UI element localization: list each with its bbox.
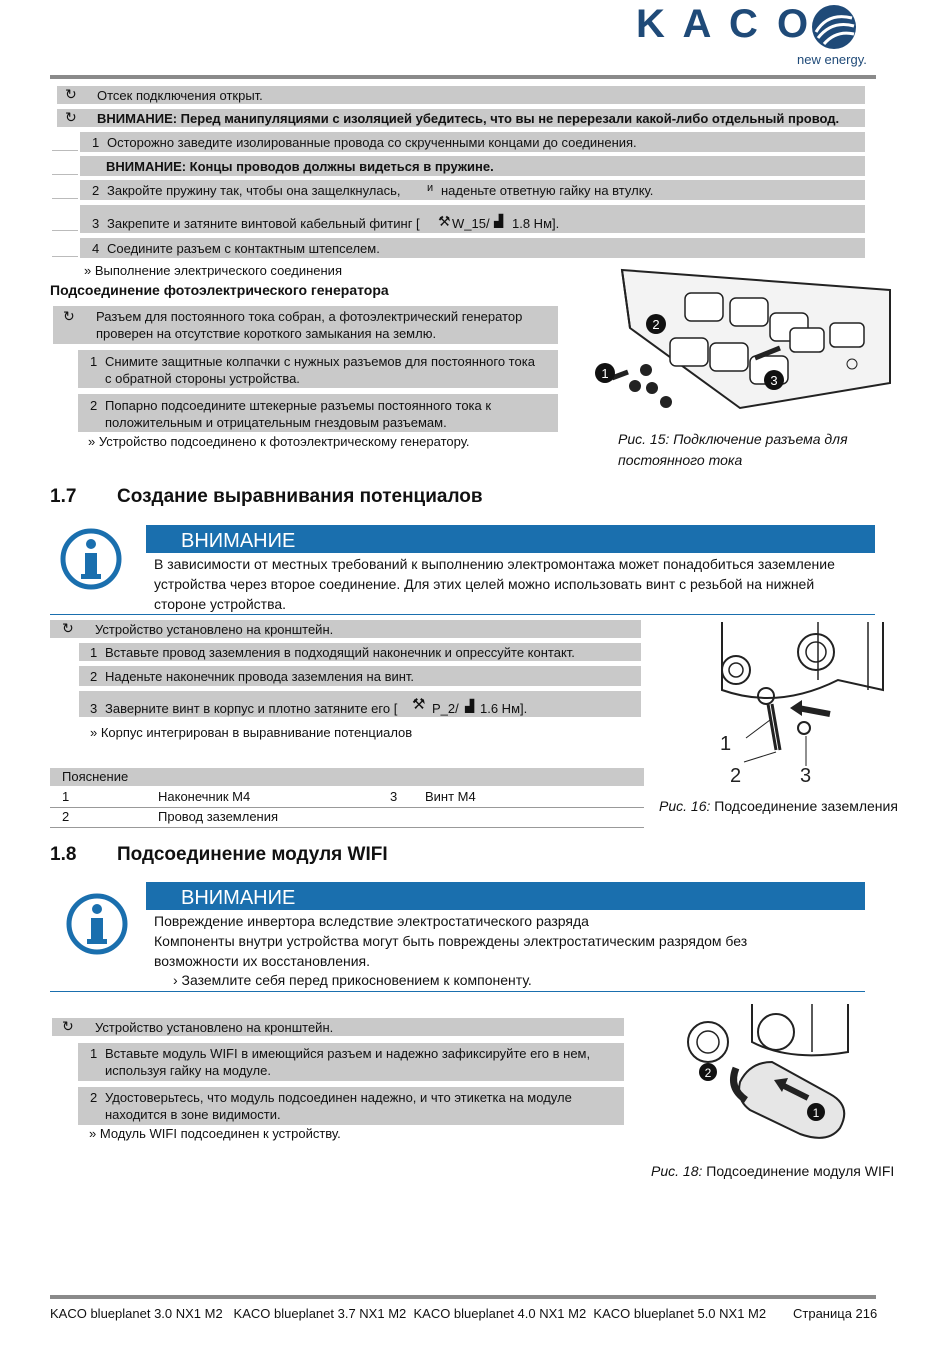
note-title: ВНИМАНИЕ <box>181 887 296 909</box>
header-rule <box>50 75 876 79</box>
divider <box>52 256 78 257</box>
torque-icon: ▟ <box>494 214 504 228</box>
figure-caption-prefix: Рис. 16: <box>659 798 711 814</box>
step-row <box>80 205 865 233</box>
figure-caption-prefix: Рис. 18: <box>651 1163 703 1179</box>
step-text: ВНИМАНИЕ: Концы проводов должны видеться в пружине. <box>106 159 494 174</box>
precondition-icon: ↻ <box>65 86 77 102</box>
step-text: Устройство установлено на кронштейн. <box>95 622 334 637</box>
torque-value: 1.6 Нм]. <box>480 701 528 716</box>
step-row <box>57 86 865 104</box>
step-row <box>79 666 641 686</box>
note-title-bar <box>146 882 865 910</box>
step-row <box>80 132 865 152</box>
note-bottom-rule <box>50 614 875 615</box>
step-number: 3 <box>90 701 98 716</box>
divider <box>52 230 78 231</box>
figure-caption-text: Подсоединение заземления <box>714 798 898 814</box>
fig16-label: 2 <box>730 765 742 787</box>
grounding-figure <box>718 620 888 790</box>
step-text: Наденьте наконечник провода заземления на винт. <box>105 669 415 684</box>
wifi-module-figure <box>680 1002 860 1152</box>
step-text: наденьте ответную гайку на втулку. <box>441 183 654 198</box>
brand-tagline: new energy. <box>797 52 867 67</box>
section-number: 1.7 <box>50 486 77 507</box>
section-title: Подсоединение модуля WIFI <box>117 844 388 865</box>
step-row <box>50 620 641 638</box>
step-number: 2 <box>90 669 98 684</box>
legend-row <box>50 788 644 808</box>
note-bullet: › Заземлите себя перед прикосновением к компоненту. <box>173 972 532 988</box>
precondition-icon: ↻ <box>62 620 74 636</box>
section-number: 1.8 <box>50 844 77 865</box>
divider <box>52 174 78 175</box>
torque-icon: ▟ <box>465 699 475 713</box>
result-text: » Устройство подсоединено к фотоэлектрическому генератору. <box>88 434 470 449</box>
step-text: Закройте пружину так, чтобы она защелкнулась, <box>107 183 401 198</box>
tool-icon: ⚒ <box>412 696 426 713</box>
step-number: 1 <box>92 135 100 150</box>
fig15-label: 3 <box>770 373 778 388</box>
step-row <box>78 350 558 388</box>
note-bottom-rule <box>50 991 865 992</box>
fig15-label: 1 <box>601 366 609 381</box>
step-number: 1 <box>90 1046 98 1061</box>
step-text: Закрепите и затяните винтовой кабельный фитинг [ <box>107 216 420 231</box>
step-row <box>79 643 641 661</box>
legend-row <box>50 808 644 828</box>
legend-header <box>50 768 644 786</box>
step-number: 2 <box>90 1090 98 1105</box>
figure-caption-text: Подсоединение модуля WIFI <box>706 1163 895 1179</box>
section-title: Создание выравнивания потенциалов <box>117 486 483 507</box>
legend-title: Пояснение <box>62 769 129 784</box>
figure-caption <box>651 1161 931 1182</box>
step-text: Отсек подключения открыт. <box>97 88 263 103</box>
step-text: Устройство установлено на кронштейн. <box>95 1020 334 1035</box>
fig15-label: 2 <box>652 317 660 332</box>
step-row <box>78 394 558 432</box>
footer-models: KACO blueplanet 3.0 NX1 M2 KACO blueplanet 3.7 NX1 M2 KACO blueplanet 4.0 NX1 M2 KACO blueplanet 5.0 NX1 M2 <box>50 1306 767 1321</box>
step-number: 2 <box>92 183 100 198</box>
step-number: 4 <box>92 241 100 256</box>
step-text: Разъем для постоянного тока собран, а фотоэлектрический генератор проверен на отсутствие короткого замыкания на землю. <box>96 309 523 341</box>
divider <box>52 150 78 151</box>
step-number: 2 <box>90 398 98 413</box>
result-text: » Модуль WIFI подсоединен к устройству. <box>89 1126 341 1141</box>
step-text: Удостоверьтесь, что модуль подсоединен надежно, и что этикетка на модуле находится в зоне видимости. <box>105 1090 572 1122</box>
footer-rule <box>50 1295 876 1299</box>
info-icon <box>58 528 124 590</box>
legend-text: Наконечник М4 <box>158 789 251 804</box>
divider <box>52 198 78 199</box>
step-row <box>80 156 865 176</box>
precondition-icon: ↻ <box>65 109 77 125</box>
legend-text: Винт М4 <box>425 789 476 804</box>
precondition-icon: ↻ <box>62 1018 74 1034</box>
step-text: Попарно подсоедините штекерные разъемы постоянного тока к положительным и отрицательным гнездовым разъемам. <box>105 398 492 430</box>
result-text: » Корпус интегрирован в выравнивание потенциалов <box>90 725 413 740</box>
step-row <box>78 1043 624 1081</box>
step-text: Заверните винт в корпус и плотно затяните его [ <box>105 701 398 716</box>
logo-wave-icon <box>808 2 860 52</box>
fig18-label: 1 <box>812 1106 820 1120</box>
dc-connector-figure <box>590 268 895 418</box>
step-row <box>78 1087 624 1125</box>
step-text: Вставьте провод заземления в подходящий наконечник и опрессуйте контакт. <box>105 645 575 660</box>
step-number: 3 <box>92 216 100 231</box>
step-text: ВНИМАНИЕ: Перед манипуляциями с изоляцией убедитесь, что вы не перерезали какой-либо отдельный провод. <box>97 111 840 126</box>
step-row <box>53 306 558 344</box>
tool-size: P_2/ <box>432 701 459 716</box>
step-text: Снимите защитные колпачки с нужных разъемов для постоянного тока с обратной стороны устройства. <box>105 354 535 386</box>
step-number: 1 <box>90 645 98 660</box>
subheading: Подсоединение фотоэлектрического генератора <box>50 282 389 298</box>
step-row <box>57 109 865 127</box>
tool-size: W_15/ <box>452 216 490 231</box>
step-row <box>80 180 865 200</box>
figure-caption <box>659 796 919 817</box>
legend-num: 2 <box>62 809 70 824</box>
fig16-label: 1 <box>720 733 732 755</box>
figure-caption: Рис. 15: Подключение разъема для постоянного тока <box>618 431 848 468</box>
step-text: Осторожно заведите изолированные провода со скрученными концами до соединения. <box>107 135 637 150</box>
step-row <box>52 1018 624 1036</box>
legend-num: 3 <box>390 789 398 804</box>
note-title: ВНИМАНИЕ <box>181 530 296 552</box>
torque-value: 1.8 Нм]. <box>512 216 560 231</box>
brand-name: K A C O <box>636 2 813 46</box>
fig16-label: 3 <box>800 765 812 787</box>
step-text-conj: и <box>427 182 434 194</box>
result-text: » Выполнение электрического соединения <box>84 263 342 278</box>
note-title-bar <box>146 525 875 553</box>
legend-text: Провод заземления <box>158 809 279 824</box>
step-row <box>79 691 641 717</box>
page-number: Страница 216 <box>793 1306 878 1321</box>
step-text: Вставьте модуль WIFI в имеющийся разъем и надежно зафиксируйте его в нем, используя гайку на модуле. <box>105 1046 591 1078</box>
step-number: 1 <box>90 354 98 369</box>
fig18-label: 2 <box>704 1066 712 1080</box>
step-text: Соедините разъем с контактным штепселем. <box>107 241 380 256</box>
legend-num: 1 <box>62 789 70 804</box>
step-row <box>80 238 865 258</box>
info-icon <box>64 893 130 955</box>
note-text: Повреждение инвертора вследствие электростатического разряда <box>154 913 589 929</box>
precondition-icon: ↻ <box>63 308 75 324</box>
note-text: Компоненты внутри устройства могут быть повреждены электростатическим разрядом без возможности их восстановления. <box>154 933 748 969</box>
tool-icon: ⚒ <box>438 213 451 229</box>
note-text: В зависимости от местных требований к выполнению электромонтажа может понадобиться заземление устройства через второе соединение. Для этих целей можно использовать винт с резьбой на нижней стороне устройства. <box>154 556 835 612</box>
